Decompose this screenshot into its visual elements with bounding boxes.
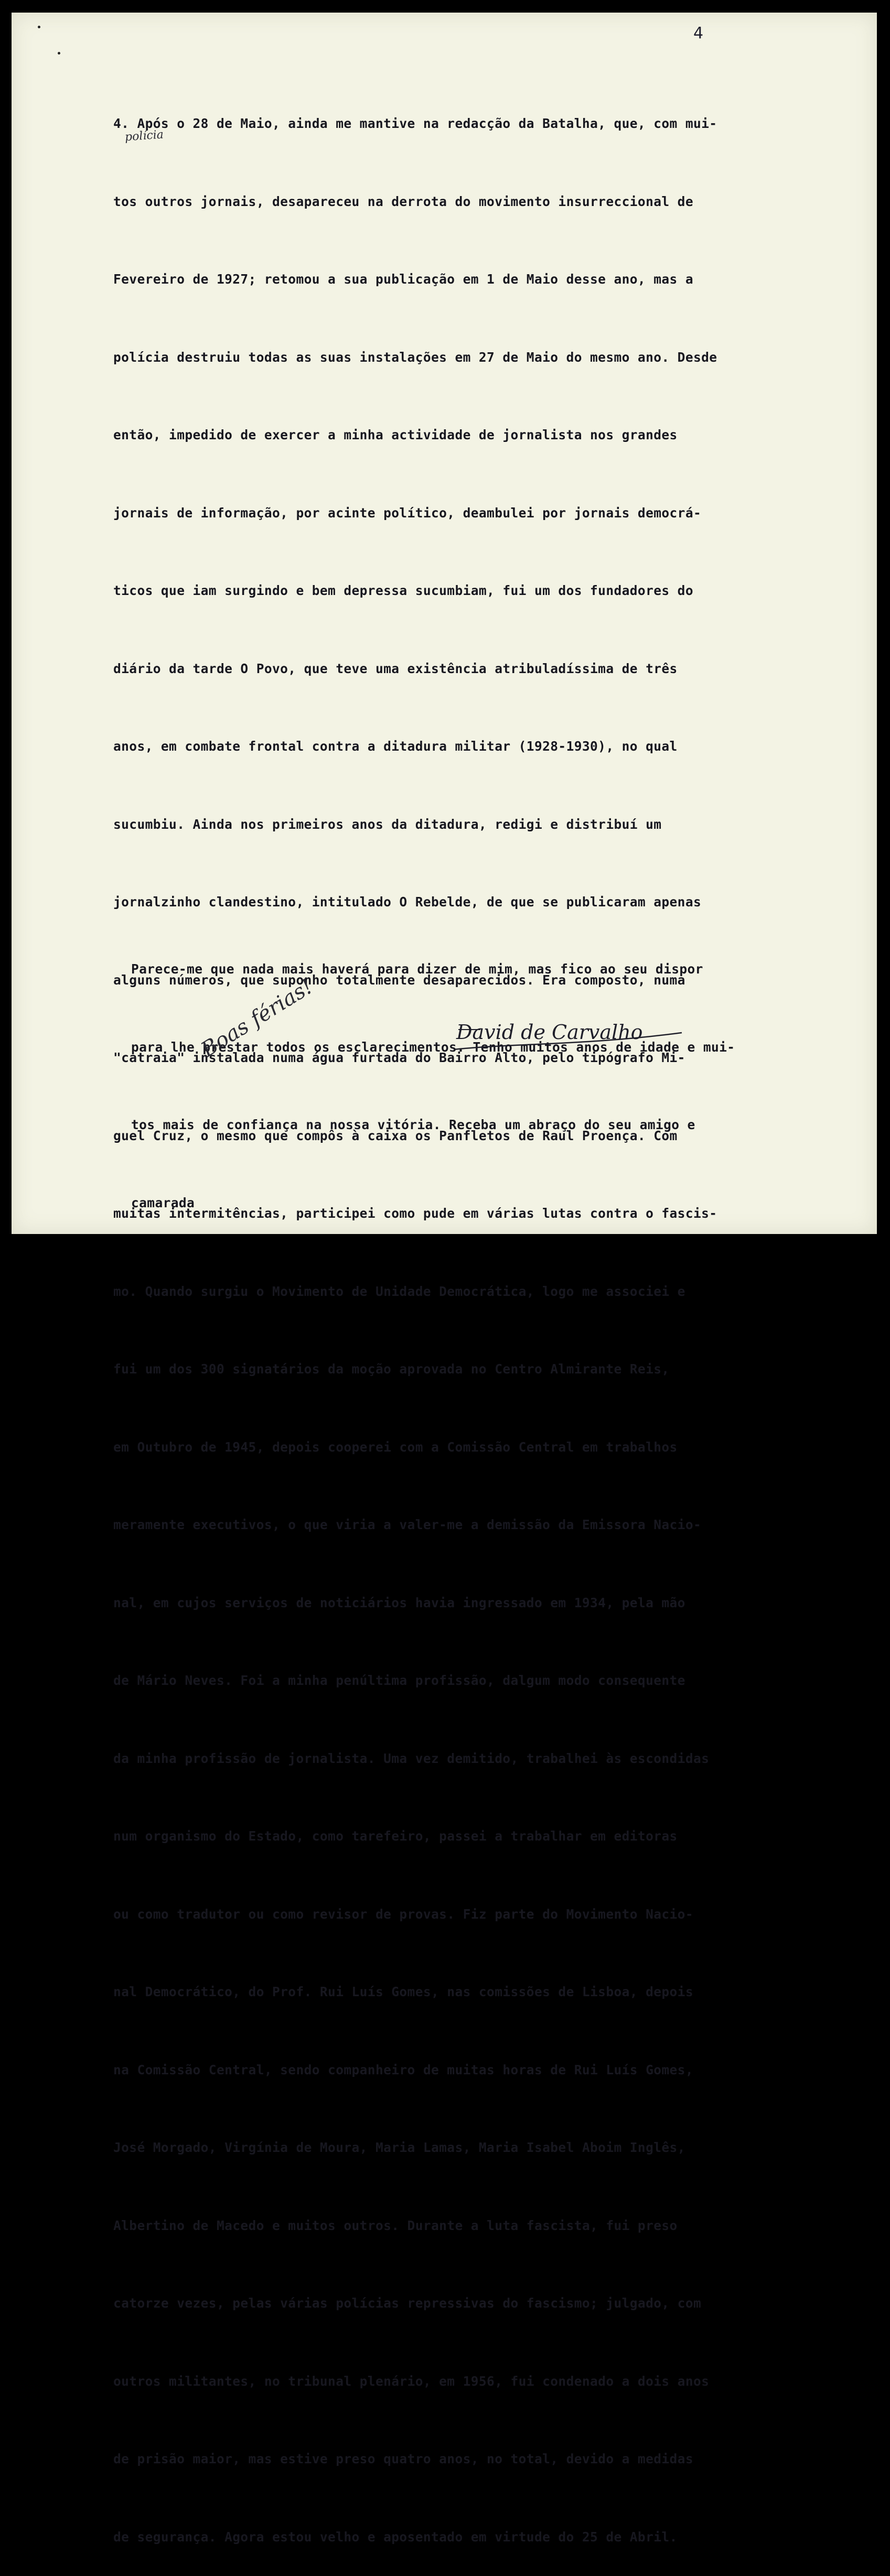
closing-line: camarada — [131, 1195, 195, 1210]
letter-line: tos outros jornais, desapareceu na derrota do movimento insurreccional de — [113, 193, 693, 209]
page-number: 4 — [693, 24, 704, 42]
letter-line: de Mário Neves. Foi a minha penúltima profissão, dalgum modo consequente — [113, 1673, 685, 1688]
letter-line: sucumbiu. Ainda nos primeiros anos da ditadura, redigi e distribuí um — [113, 816, 662, 832]
letter-line: nal Democrático, do Prof. Rui Luís Gomes, nas comissões de Lisboa, depois — [113, 1984, 693, 1999]
signature — [451, 1012, 698, 1059]
handwritten-correction: polícia — [124, 128, 164, 144]
letter-line: outros militantes, no tribunal plenário, em 1956, fui condenado a dois anos — [113, 2373, 710, 2389]
letter-line: diário da tarde O Povo, que teve uma existência atribuladíssima de três — [113, 661, 678, 676]
letter-line: polícia destruiu todas as suas instalações em 27 de Maio do mesmo ano. Desde — [113, 349, 717, 365]
letter-line: então, impedido de exercer a minha actividade de jornalista nos grandes — [113, 427, 678, 442]
letter-line: num organismo do Estado, como tarefeiro, passei a trabalhar em editoras — [113, 1828, 678, 1844]
letter-line: 4. Após o 28 de Maio, ainda me mantive na redacção da Batalha, que, com mui- — [113, 116, 717, 131]
letter-line: de prisão maior, mas estive preso quatro anos, no total, devido a medidas — [113, 2451, 693, 2466]
letter-line: catorze vezes, pelas várias polícias repressivas do fascismo; julgado, com — [113, 2296, 702, 2311]
letter-line: jornalzinho clandestino, intitulado O Rebelde, de que se publicaram apenas — [113, 894, 702, 910]
letter-line: da minha profissão de jornalista. Uma vez demitido, trabalhei às escondidas — [113, 1750, 710, 1766]
letter-line: meramente executivos, o que viria a valer-me a demissão da Emissora Nacio- — [113, 1517, 702, 1532]
letter-line: em Outubro de 1945, depois cooperei com a Comissão Central em trabalhos — [113, 1439, 678, 1455]
letter-line: mo. Quando surgiu o Movimento de Unidade Democrática, logo me associei e — [113, 1283, 685, 1299]
letter-closing — [131, 904, 876, 1242]
page-speck — [58, 52, 60, 55]
letter-line: guel Cruz, o mesmo que compôs à caixa os Panfletos de Raul Proença. Com — [113, 1128, 678, 1143]
letter-line: jornais de informação, por acinte político, deambulei por jornais democrá- — [113, 505, 702, 521]
signature-text: David de Carvalho — [456, 1021, 643, 1044]
letter-line: ou como tradutor ou como revisor de provas. Fiz parte do Movimento Nacio- — [113, 1906, 693, 1922]
closing-line: tos mais de confiança na nossa vitória. Receba um abraço do seu amigo e — [131, 1117, 695, 1132]
letter-line: de segurança. Agora estou velho e aposentado em virtude do 25 de Abril. — [113, 2529, 678, 2545]
letter-line: ticos que iam surgindo e bem depressa sucumbiam, fui um dos fundadores do — [113, 583, 693, 598]
letter-line: na Comissão Central, sendo companheiro de muitas horas de Rui Luís Gomes, — [113, 2062, 693, 2077]
letter-line: alguns números, que suponho totalmente desaparecidos. Era composto, numa — [113, 972, 685, 988]
page-speck — [38, 26, 40, 28]
letter-line: Albertino de Macedo e muitos outros. Durante a luta fascista, fui preso — [113, 2217, 678, 2233]
handwritten-greeting: Boas férias! — [197, 975, 317, 1062]
closing-line: Parece-me que nada mais haverá para dizer de mim, mas fico ao seu dispor — [131, 961, 703, 977]
letter-line: muitas intermitências, participei como pude em várias lutas contra o fascis- — [113, 1206, 717, 1221]
closing-line: para lhe prestar todos os esclarecimentos. Tenho muitos anos de idade e mui- — [131, 1039, 735, 1055]
letter-line: fui um dos 300 signatários da moção aprovada no Centro Almirante Reis, — [113, 1361, 670, 1377]
letter-body — [113, 59, 858, 2576]
letter-line: "catraia" instalada numa água furtada do Bairro Alto, pelo tipógrafo Mi- — [113, 1050, 685, 1065]
letter-line: anos, em combate frontal contra a ditadura militar (1928-1930), no qual — [113, 739, 678, 754]
letter-line: Fevereiro de 1927; retomou a sua publicação em 1 de Maio desse ano, mas a — [113, 272, 693, 287]
letter-line: José Morgado, Virgínia de Moura, Maria Lamas, Maria Isabel Aboim Inglês, — [113, 2140, 685, 2155]
letter-line: nal, em cujos serviços de noticiários havia ingressado em 1934, pela mão — [113, 1595, 685, 1610]
